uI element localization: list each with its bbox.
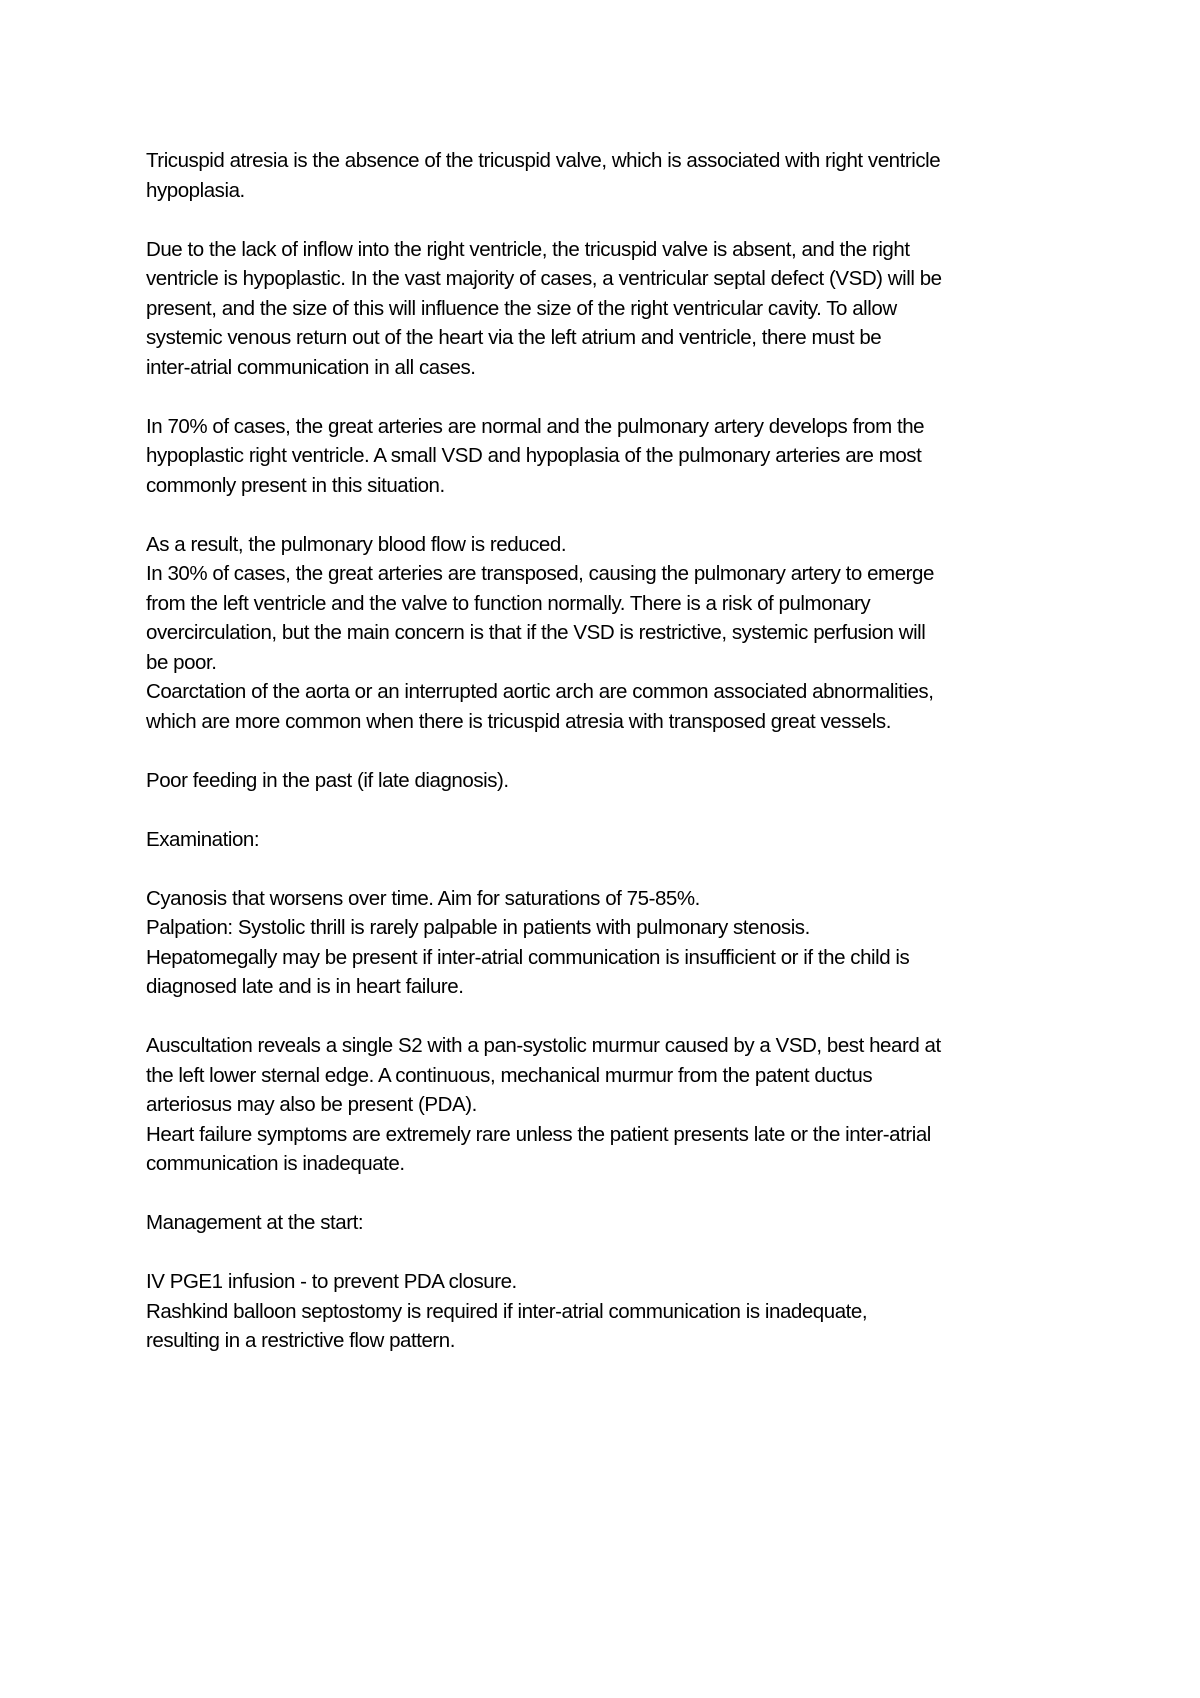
text-line: systemic venous return out of the heart via the left atrium and ventricle, there must be: [146, 326, 882, 349]
paragraph: [146, 1267, 1076, 1356]
text-line: inter-atrial communication in all cases.: [146, 355, 476, 379]
text-line: Palpation: Systolic thrill is rarely palpable in patients with pulmonary stenosis.: [146, 916, 810, 939]
paragraph: [146, 530, 1076, 737]
text-line: be poor.: [146, 650, 217, 674]
text-line: Coarctation of the aorta or an interrupted aortic arch are common associated abnormalities,: [146, 680, 934, 703]
text-line: resulting in a restrictive flow pattern.: [146, 1329, 455, 1352]
text-line: In 70% of cases, the great arteries are normal and the pulmonary artery develops from the: [146, 414, 925, 438]
paragraph: [146, 766, 1076, 796]
paragraph: [146, 825, 1076, 855]
text-line: present, and the size of this will influence the size of the right ventricular cavity. To allow: [146, 296, 897, 320]
text-line: which are more common when there is tricuspid atresia with transposed great vessels.: [146, 709, 891, 733]
text-line: Auscultation reveals a single S2 with a pan-systolic murmur caused by a VSD, best heard at: [146, 1034, 941, 1057]
text-line: hypoplastic right ventricle. A small VSD and hypoplasia of the pulmonary arteries are most: [146, 444, 922, 467]
text-line: Hepatomegally may be present if inter-atrial communication is insufficient or if the child is: [146, 945, 910, 969]
text-line: arteriosus may also be present (PDA).: [146, 1093, 477, 1116]
text-line: commonly present in this situation.: [146, 473, 445, 497]
text-line: Poor feeding in the past (if late diagnosis).: [146, 768, 509, 792]
text-line: diagnosed late and is in heart failure.: [146, 975, 464, 998]
text-line: the left lower sternal edge. A continuous, mechanical murmur from the patent ductus: [146, 1063, 873, 1087]
text-line: Management at the start:: [146, 1211, 364, 1234]
text-line: Cyanosis that worsens over time. Aim for saturations of 75-85%.: [146, 886, 700, 910]
text-line: Tricuspid atresia is the absence of the tricuspid valve, which is associated with right ventricle: [146, 149, 941, 172]
paragraph: [146, 884, 1076, 1002]
text-line: from the left ventricle and the valve to function normally. There is a risk of pulmonary: [146, 591, 871, 615]
text-line: ventricle is hypoplastic. In the vast majority of cases, a ventricular septal defect (VSD) will be: [146, 267, 942, 290]
text-line: overcirculation, but the main concern is that if the VSD is restrictive, systemic perfusion will: [146, 621, 926, 644]
text-line: Heart failure symptoms are extremely rare unless the patient presents late or the inter-atrial: [146, 1122, 931, 1146]
paragraph: [146, 412, 1076, 501]
paragraph: [146, 146, 1076, 205]
paragraph: [146, 1208, 1076, 1238]
document-page: [146, 146, 1076, 1356]
text-line: IV PGE1 infusion - to prevent PDA closure.: [146, 1270, 517, 1293]
paragraph: [146, 235, 1076, 383]
text-line: communication is inadequate.: [146, 1152, 405, 1175]
text-line: Examination:: [146, 827, 260, 851]
text-line: Rashkind balloon septostomy is required if inter-atrial communication is inadequate,: [146, 1299, 868, 1323]
text-line: In 30% of cases, the great arteries are transposed, causing the pulmonary artery to emerge: [146, 562, 934, 585]
text-line: As a result, the pulmonary blood flow is reduced.: [146, 532, 567, 556]
text-line: Due to the lack of inflow into the right ventricle, the tricuspid valve is absent, and the right: [146, 237, 910, 261]
text-line: hypoplasia.: [146, 178, 245, 202]
paragraph: [146, 1031, 1076, 1179]
